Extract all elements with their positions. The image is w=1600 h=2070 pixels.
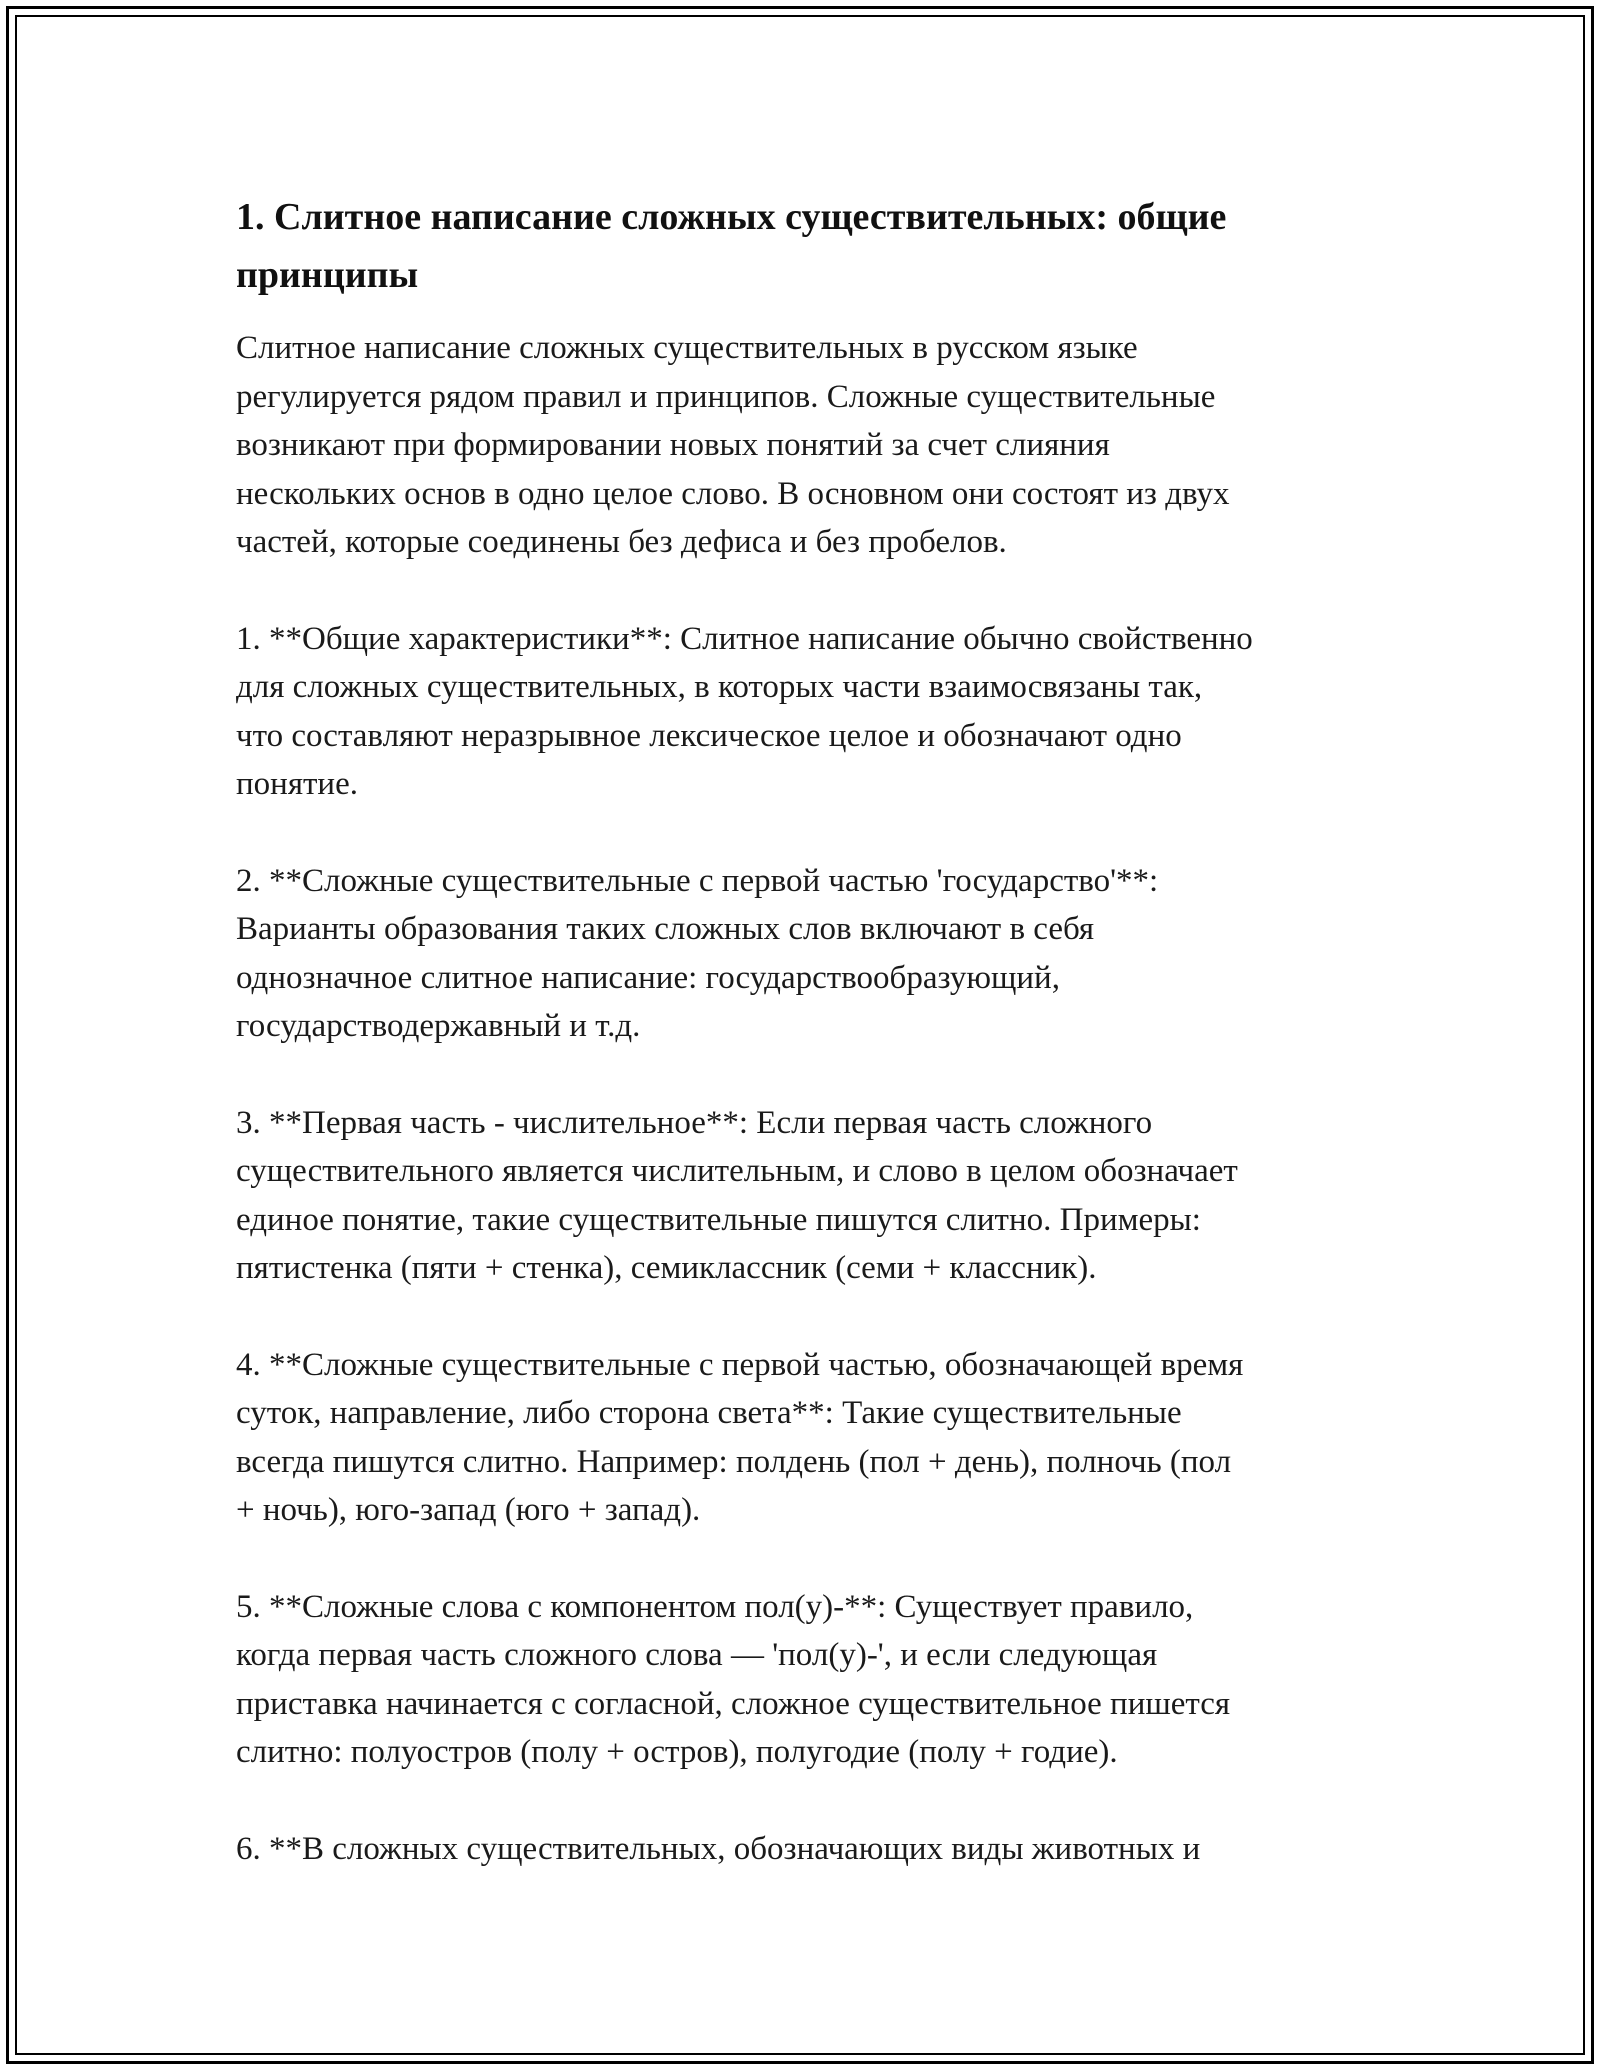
list-item-2: 2. **Сложные существительные с первой частью 'государство'**: Варианты образования таких сложных слов включают в себя однозначное слитное написание: государствообразующий, государстводержавный и т.д. (236, 862, 1159, 1044)
list-item-5: 5. **Сложные слова с компонентом пол(у)-**: Существует правило, когда первая часть сложного слова — 'пол(у)-', и если следующая приставка начинается с согласной, сложное существительное пишется слитно: полуостров (полу + остров), полугодие (полу + годие). (236, 1588, 1231, 1770)
list-item-6: 6. **В сложных существительных, обозначающих виды животных и (236, 1830, 1201, 1867)
list-item-1: 1. **Общие характеристики**: Слитное написание обычно свойственно для сложных существительных, в которых части взаимосвязаны так, что составляют неразрывное лексическое целое и обозначают одно понятие. (236, 620, 1253, 802)
document-body (236, 188, 1376, 1921)
intro-paragraph: Слитное написание сложных существительных в русском языке регулируется рядом правил и принципов. Сложные существительные возникают при формировании новых понятий за счет слияния нескольких основ в одно целое слово. В основном они состоят из двух частей, которые соединены без дефиса и без пробелов. (236, 330, 1230, 560)
list-item-3: 3. **Первая часть - числительное**: Если первая часть сложного существительного является числительным, и слово в целом обозначает единое понятие, такие существительные пишутся слитно. Примеры: пятистенка (пяти + стенка), семиклассник (семи + классник). (236, 1104, 1238, 1286)
section-title: 1. Слитное написание сложных существительных: общие принципы (236, 196, 1227, 296)
list-item-4: 4. **Сложные существительные с первой частью, обозначающей время суток, направление, либо сторона света**: Такие существительные всегда пишутся слитно. Например: полдень (пол + день), полночь (пол + ночь), юго-запад (юго + запад). (236, 1346, 1244, 1528)
